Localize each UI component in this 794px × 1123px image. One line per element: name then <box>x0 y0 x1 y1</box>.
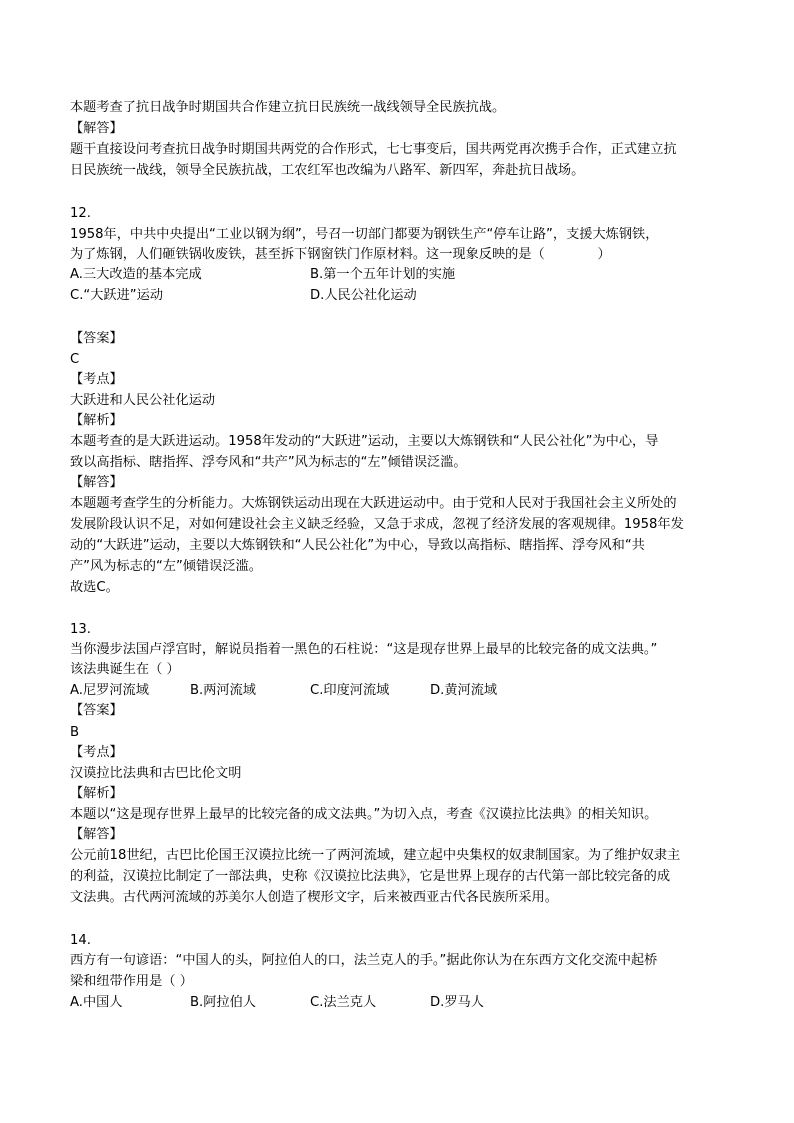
q12-option-b: B.第一个五年计划的实施 <box>310 267 456 282</box>
q12-solution-line: 故选C。 <box>70 580 119 595</box>
q14-option-b: B.阿拉伯人 <box>190 995 256 1010</box>
q12-solution-line: 动的“大跃进”运动，主要以大炼钢铁和“人民公社化”为中心，导致以高指标、瞎指挥、浮夸风和“共 <box>70 538 645 553</box>
q14-number: 14. <box>70 933 91 948</box>
q13-stem-line: 当你漫步法国卢浮宫时，解说员指着一黑色的石柱说：“这是现存世界上最早的比较完备的成文法典。” <box>70 642 658 657</box>
q12-solution-line: 发展阶段认识不足，对如何建设社会主义缺乏经验，又急于求成，忽视了经济发展的客观规律。1958年发 <box>70 517 684 532</box>
q14-stem-line: 梁和纽带作用是（ ） <box>70 974 193 989</box>
q12-answer-label: 【答案】 <box>70 331 123 346</box>
q12-solution-line: 本题题考查学生的分析能力。大炼钢铁运动出现在大跃进运动中。由于党和人民对于我国社会主义所处的 <box>70 496 677 511</box>
q13-option-d: D.黄河流域 <box>430 683 498 698</box>
q13-number: 13. <box>70 622 91 637</box>
q12-number: 12. <box>70 206 91 221</box>
q14-option-c: C.法兰克人 <box>310 995 377 1010</box>
q13-solution-label: 【解答】 <box>70 827 123 842</box>
q12-answer: C <box>70 352 80 367</box>
q11-analysis-tail: 本题考查了抗日战争时期国共合作建立抗日民族统一战线领导全民族抗战。 <box>70 100 506 115</box>
q12-option-c: C.“大跃进”运动 <box>70 288 164 303</box>
q14-option-d: D.罗马人 <box>430 995 484 1010</box>
q13-solution-line: 的利益，汉谟拉比制定了一部法典，史称《汉谟拉比法典》，它是世界上现存的古代第一部比较完备的成 <box>70 869 671 884</box>
q13-option-b: B.两河流域 <box>190 683 256 698</box>
q13-point: 汉谟拉比法典和古巴比伦文明 <box>70 766 242 781</box>
q13-solution-line: 文法典。古代两河流域的苏美尔人创造了楔形文字，后来被西亚古代各民族所采用。 <box>70 890 558 905</box>
q11-solution-line: 日民族统一战线，领导全民族抗战，工农红军也改编为八路军、新四军，奔赴抗日战场。 <box>70 163 585 178</box>
q12-analysis-label: 【解析】 <box>70 413 123 428</box>
q12-solution-label: 【解答】 <box>70 475 123 490</box>
q14-stem-line: 西方有一句谚语：“中国人的头，阿拉伯人的口，法兰克人的手。”据此你认为在东西方文化交流中起桥 <box>70 953 658 968</box>
q11-solution-line: 题干直接设问考查抗日战争时期国共两党的合作形式，七七事变后，国共两党再次携手合作，正式建立抗 <box>70 142 677 157</box>
q12-solution-line: 产”风为标志的“左”倾错误泛滥。 <box>70 559 262 574</box>
q13-option-c: C.印度河流域 <box>310 683 390 698</box>
q11-solution-label: 【解答】 <box>70 121 123 136</box>
q12-point: 大跃进和人民公社化运动 <box>70 393 216 408</box>
q12-option-d: D.人民公社化运动 <box>310 288 417 303</box>
q12-point-label: 【考点】 <box>70 372 123 387</box>
q13-stem-line: 该法典诞生在（ ） <box>70 662 180 677</box>
q13-analysis-line: 本题以“这是现存世界上最早的比较完备的成文法典。”为切入点，考查《汉谟拉比法典》的相关知识。 <box>70 807 658 822</box>
q12-option-a: A.三大改造的基本完成 <box>70 267 202 282</box>
q12-analysis-line: 本题考查的是大跃进运动。1958年发动的“大跃进”运动，主要以大炼钢铁和“人民公社化”为中心，导 <box>70 434 659 449</box>
q13-answer-label: 【答案】 <box>70 703 123 718</box>
q14-option-a: A.中国人 <box>70 995 123 1010</box>
q13-option-a: A.尼罗河流域 <box>70 683 149 698</box>
q12-stem-line: 1958年，中共中央提出“工业以钢为纲”，号召一切部门都要为钢铁生产“停车让路”，支援大炼钢铁， <box>70 227 659 242</box>
q13-answer: B <box>70 725 80 740</box>
q12-stem-line: 为了炼钢，人们砸铁锅收废铁，甚至拆下钢窗铁门作原材料。这一现象反映的是（ ） <box>70 247 611 262</box>
q12-analysis-line: 致以高指标、瞎指挥、浮夸风和“共产”风为标志的“左”倾错误泛滥。 <box>70 455 467 470</box>
q13-analysis-label: 【解析】 <box>70 786 123 801</box>
q13-point-label: 【考点】 <box>70 745 123 760</box>
q13-solution-line: 公元前18世纪，古巴比伦国王汉谟拉比统一了两河流域，建立起中央集权的奴隶制国家。为了维护奴隶主 <box>70 848 681 863</box>
